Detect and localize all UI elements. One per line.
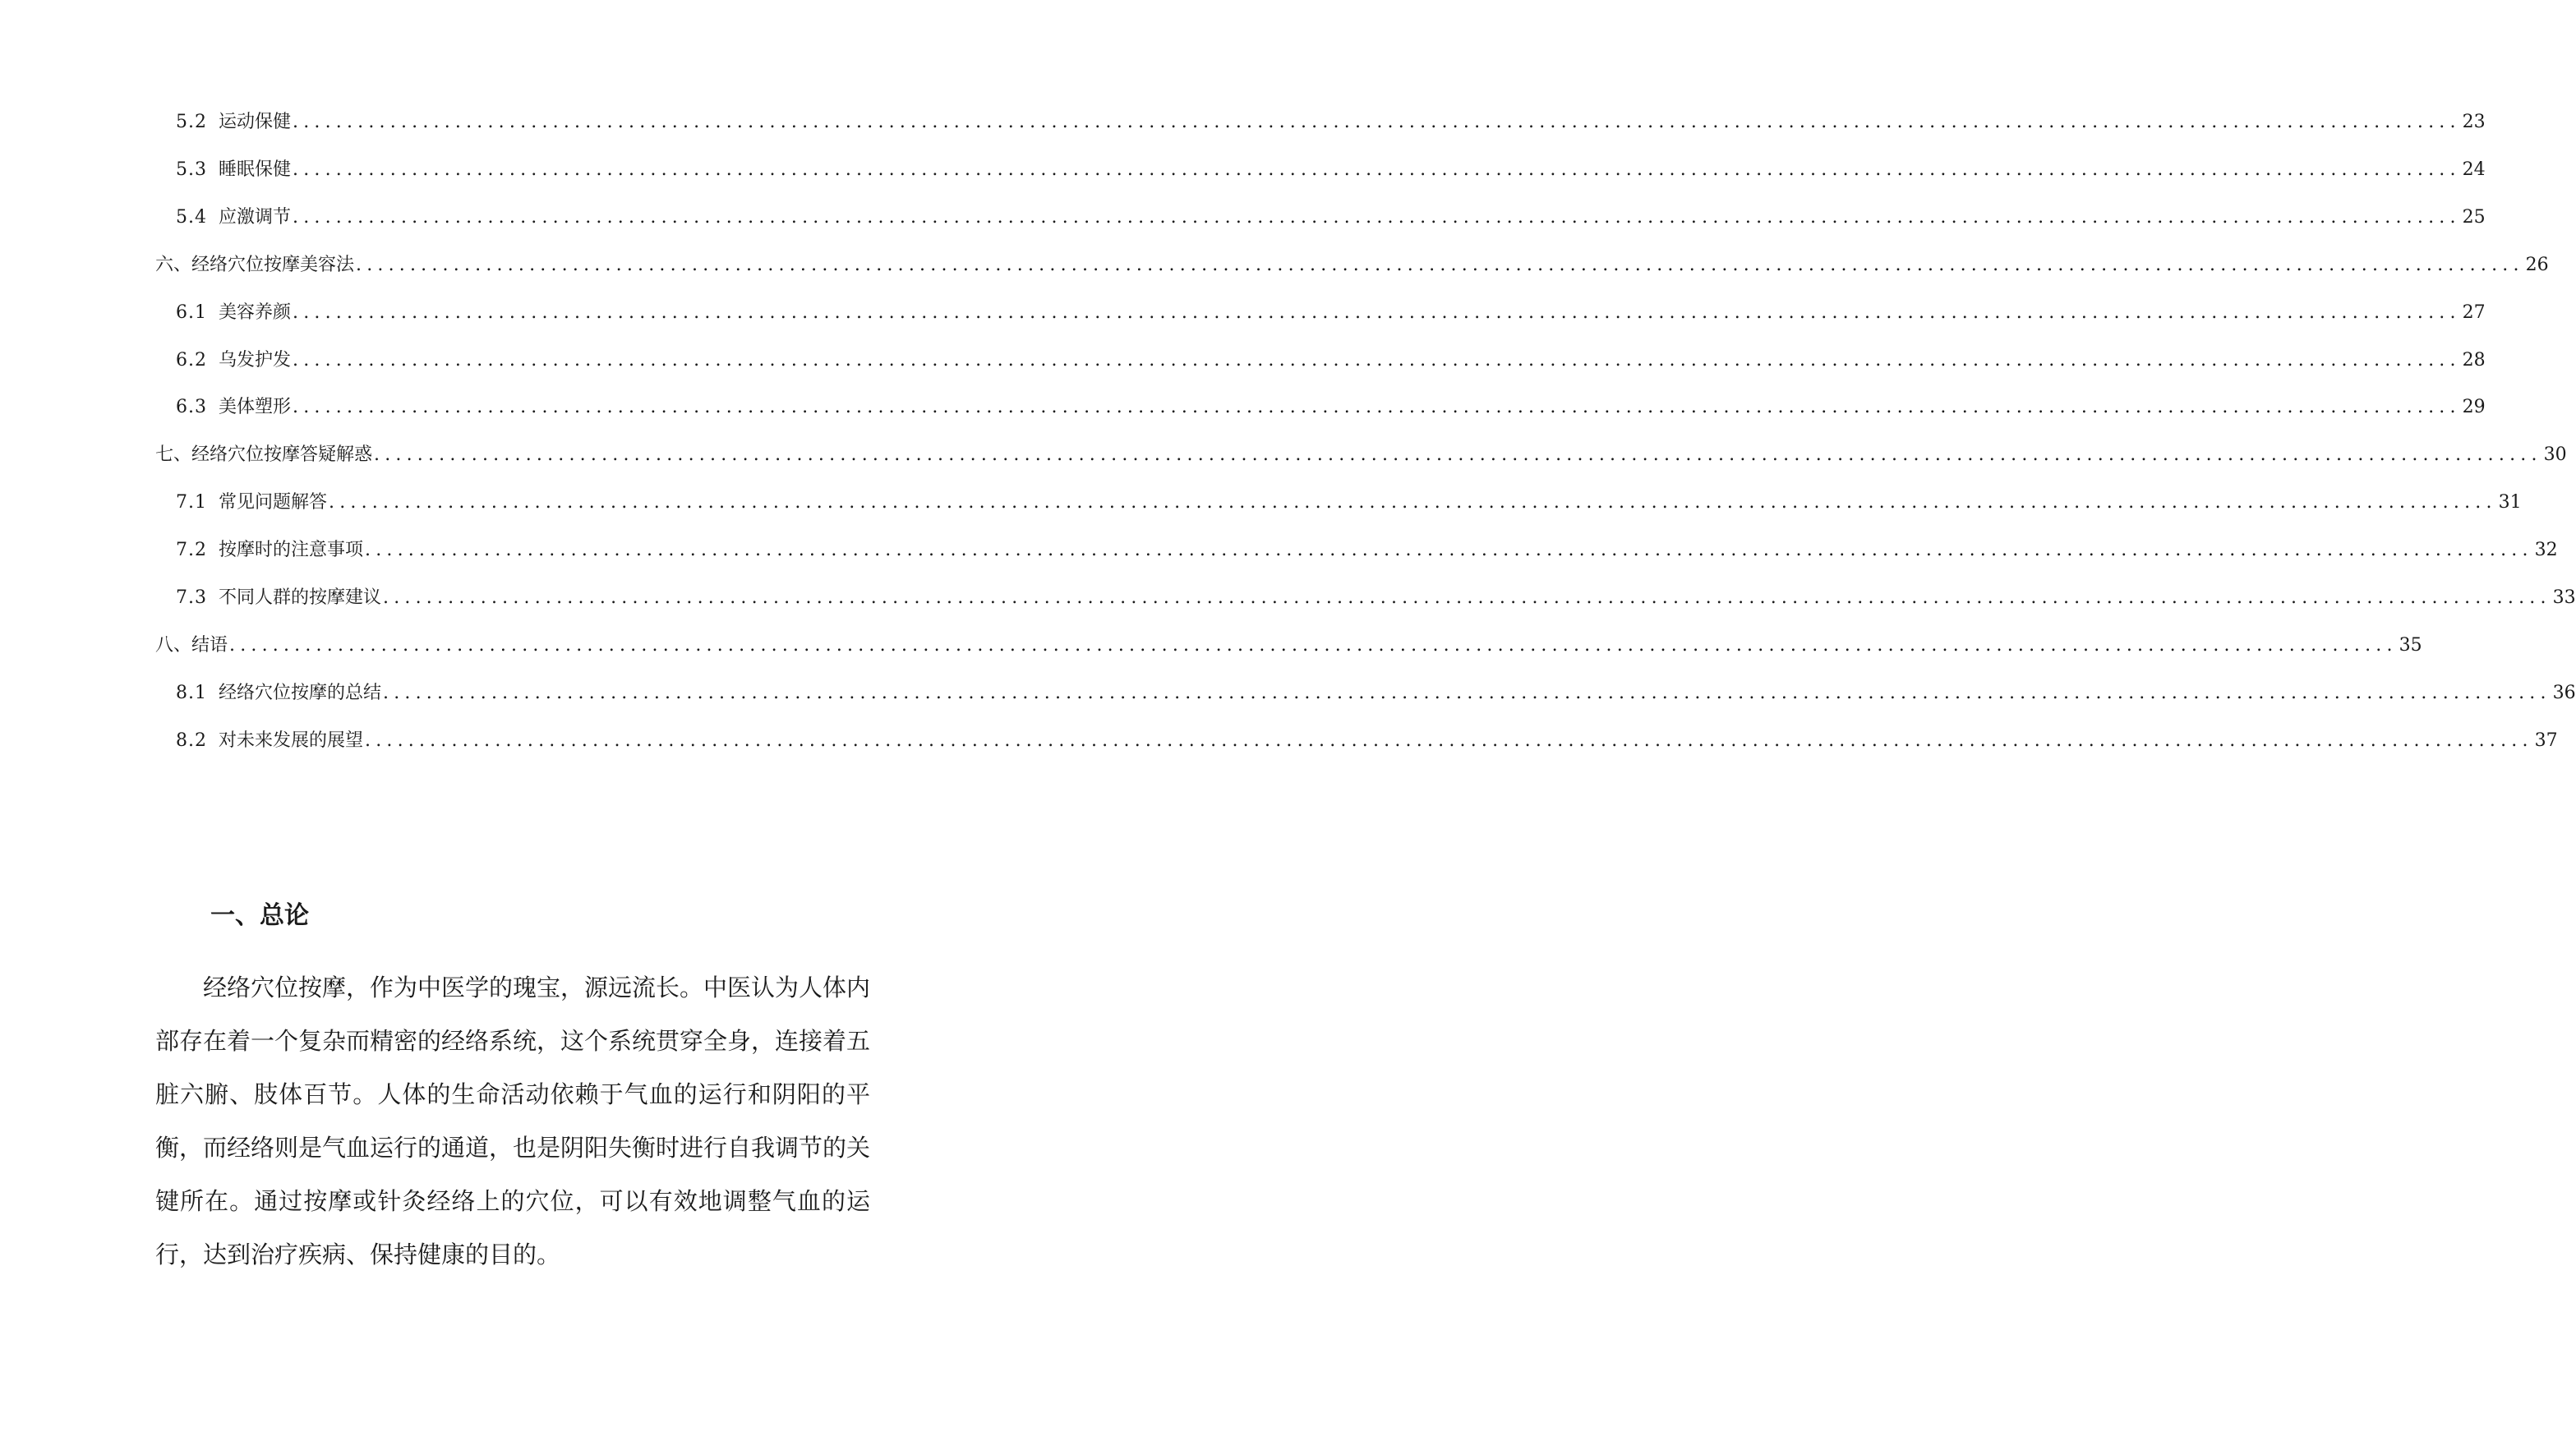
toc-entry[interactable] — [155, 439, 2567, 472]
toc-entry[interactable] — [176, 486, 2522, 519]
toc-leader-dots: ........................................................................................................................................................................................................ — [229, 634, 2398, 656]
toc-entry-number: 5.2 — [176, 112, 207, 132]
toc-entry-number: 6.3 — [176, 397, 207, 418]
toc-leader-dots: ........................................................................................................................................................................................................ — [365, 730, 2533, 751]
toc-entry-page-number: 32 — [2534, 540, 2558, 561]
toc-entry-number: 7.2 — [176, 540, 207, 561]
toc-entry-page-number: 30 — [2543, 444, 2567, 466]
toc-entry[interactable] — [155, 629, 2422, 662]
toc-entry-page-number: 28 — [2462, 349, 2486, 371]
toc-entry-label — [155, 249, 354, 282]
toc-leader-dots: ........................................................................................................................................................................................................ — [293, 159, 2461, 180]
toc-entry-label — [176, 297, 291, 329]
toc-entry[interactable] — [155, 249, 2549, 282]
toc-leader-dots: ........................................................................................................................................................................................................ — [365, 540, 2533, 561]
toc-entry[interactable] — [176, 391, 2486, 424]
toc-entry-number: 6.1 — [176, 302, 207, 323]
toc-leader-dots: ........................................................................................................................................................................................................ — [356, 254, 2524, 275]
toc-entry-label — [155, 629, 228, 662]
toc-entry[interactable] — [176, 534, 2558, 567]
toc-entry-label — [155, 439, 372, 472]
toc-entry-number: 8.2 — [176, 730, 207, 751]
toc-entry-number: 8.1 — [176, 682, 207, 703]
toc-entry-label — [176, 534, 363, 567]
toc-entry[interactable] — [176, 725, 2558, 757]
toc-entry-number: 6.2 — [176, 349, 207, 371]
toc-leader-dots: ........................................................................................................................................................................................................ — [374, 444, 2542, 466]
toc-entry-number: 5.4 — [176, 206, 207, 228]
toc-entry-title: 乌发护发 — [219, 349, 292, 371]
toc-entry-page-number: 27 — [2462, 302, 2486, 323]
toc-entry[interactable] — [176, 297, 2486, 329]
toc-entry[interactable] — [176, 344, 2486, 377]
toc-entry-label — [176, 677, 381, 710]
toc-entry-title: 六、经络穴位按摩美容法 — [155, 254, 355, 275]
toc-leader-dots: ........................................................................................................................................................................................................ — [293, 397, 2461, 418]
toc-entry-page-number: 37 — [2534, 730, 2558, 751]
toc-entry-title: 对未来发展的展望 — [219, 730, 364, 751]
toc-entry-page-number: 23 — [2462, 112, 2486, 132]
toc-leader-dots: ........................................................................................................................................................................................................ — [293, 349, 2461, 371]
toc-leader-dots: ........................................................................................................................................................................................................ — [293, 206, 2461, 228]
toc-entry-title: 应激调节 — [219, 206, 292, 228]
toc-entry-page-number: 29 — [2462, 397, 2486, 418]
toc-entry-title: 经络穴位按摩的总结 — [219, 682, 382, 703]
toc-entry[interactable] — [176, 154, 2486, 186]
toc-entry[interactable] — [176, 582, 2576, 615]
toc-entry-label — [176, 344, 291, 377]
toc-leader-dots: ........................................................................................................................................................................................................ — [329, 492, 2497, 513]
toc-entry-title: 常见问题解答 — [219, 492, 328, 513]
toc-entry-title: 八、结语 — [155, 634, 228, 656]
toc-entry-number: 7.1 — [176, 492, 207, 513]
toc-leader-dots: ........................................................................................................................................................................................................ — [293, 302, 2461, 323]
toc-entry-title: 不同人群的按摩建议 — [219, 587, 382, 608]
toc-leader-dots: ........................................................................................................................................................................................................ — [293, 112, 2461, 132]
toc-entry-number: 7.3 — [176, 587, 207, 608]
toc-entry[interactable] — [176, 677, 2576, 710]
toc-entry-page-number: 25 — [2462, 206, 2486, 228]
toc-entry-title: 运动保健 — [219, 112, 292, 132]
toc-entry-page-number: 31 — [2498, 492, 2522, 513]
toc-entry-label — [176, 582, 381, 615]
toc-entry-page-number: 36 — [2552, 682, 2576, 703]
toc-entry[interactable] — [176, 201, 2486, 234]
toc-entry-page-number: 35 — [2399, 634, 2422, 656]
section-paragraph: 经络穴位按摩，作为中医学的瑰宝，源远流长。中医认为人体内部存在着一个复杂而精密的经络系统，这个系统贯穿全身，连接着五脏六腑、肢体百节。人体的生命活动依赖于气血的运行和阴阳的平衡，而经络则是气血运行的通道，也是阴阳失衡时进行自我调节的关键所在。通过按摩或针灸经络上的穴位，可以有效地调整气血的运行，达到治疗疾病、保持健康的目的。 — [155, 974, 871, 1268]
toc-entry-label — [176, 201, 291, 234]
toc-entry-page-number: 24 — [2462, 159, 2486, 180]
toc-entry-label — [176, 725, 363, 757]
toc-entry-title: 按摩时的注意事项 — [219, 540, 364, 561]
toc-entry-label — [176, 106, 291, 139]
toc-entry-label — [176, 391, 291, 424]
toc-entry-title: 睡眠保健 — [219, 159, 292, 180]
toc-entry-page-number: 33 — [2552, 587, 2576, 608]
toc-leader-dots: ........................................................................................................................................................................................................ — [383, 587, 2551, 608]
toc-entry-title: 美体塑形 — [219, 397, 292, 418]
toc-entry[interactable] — [176, 106, 2486, 139]
toc-leader-dots: ........................................................................................................................................................................................................ — [383, 682, 2551, 703]
toc-entry-number: 5.3 — [176, 159, 207, 180]
toc-entry-label — [176, 486, 327, 519]
toc-entry-title: 七、经络穴位按摩答疑解惑 — [155, 444, 373, 466]
section-title: 一、总论 — [210, 901, 309, 930]
toc-entry-label — [176, 154, 291, 186]
toc-entry-title: 美容养颜 — [219, 302, 292, 323]
toc-entry-page-number: 26 — [2525, 254, 2549, 275]
